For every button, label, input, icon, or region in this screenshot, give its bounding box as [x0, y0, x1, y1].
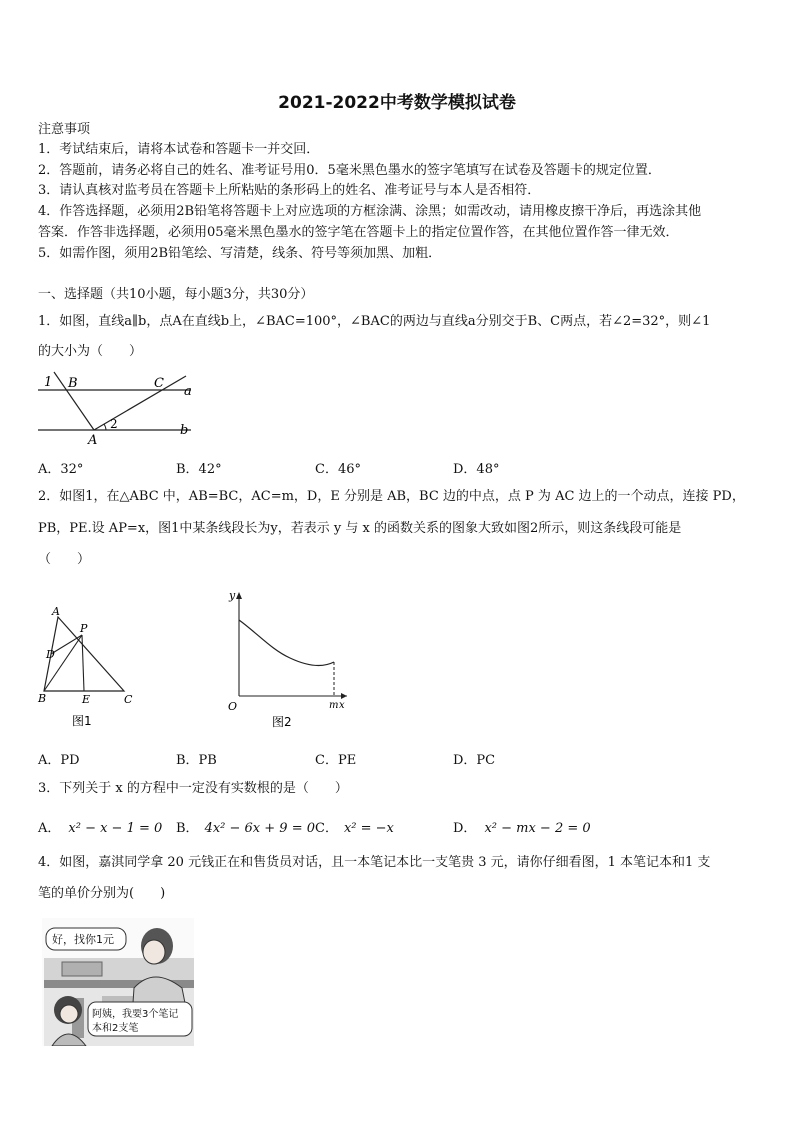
q4-stem: 笔的单价分别为( )	[38, 886, 166, 901]
q1-option-d: D．48°	[453, 462, 500, 477]
option-equation: x² − x − 1 = 0	[68, 821, 163, 836]
notice-line: 4．作答选择题，必须用2B铅笔将答题卡上对应选项的方框涂满、涂黑；如需改动，请用橡皮擦干净后，再选涂其他	[38, 204, 702, 219]
q3-option-c	[315, 817, 394, 836]
q3-option-d	[453, 817, 591, 836]
q1-option-b: B．42°	[176, 462, 222, 477]
speech-bubble-girl-line2: 本和2支笔	[92, 1023, 139, 1034]
q3-option-b	[176, 817, 315, 836]
label-B: B	[68, 376, 78, 391]
option-letter: C．	[315, 821, 338, 836]
page-title: 2021-2022中考数学模拟试卷	[278, 93, 516, 113]
q2-figure-2	[222, 588, 352, 728]
label-O: O	[228, 700, 238, 713]
figure-caption: 图2	[272, 715, 292, 728]
notice-line: 答案．作答非选择题，必须用05毫米黑色墨水的签字笔在答题卡上的指定位置作答，在其他位置作答一律无效．	[38, 225, 679, 240]
q2-stem: （ ）	[38, 552, 91, 567]
label-2: 2	[110, 417, 118, 431]
label-b: b	[180, 423, 189, 438]
label-B: B	[38, 692, 47, 705]
q1-option-a: A．32°	[38, 462, 84, 477]
q2-stem: 2．如图1，在△ABC 中，AB=BC，AC=m，D，E 分别是 AB，BC 边的中点，点 P 为 AC 边上的一个动点，连接 PD，	[38, 489, 745, 504]
q4-stem: 4．如图，嘉淇同学拿 20 元钱正在和售货员对话，且一本笔记本比一支笔贵 3 元，请你仔细看图，1 本笔记本和1 支	[38, 855, 711, 870]
speech-bubble-clerk: 好，找你1元	[52, 933, 114, 946]
label-C: C	[124, 693, 133, 706]
option-equation: 4x² − 6x + 9 = 0	[204, 821, 315, 836]
q2-figure-1	[36, 605, 146, 730]
label-E: E	[82, 693, 91, 706]
label-m: m	[329, 700, 339, 711]
option-equation: x² = −x	[343, 821, 394, 836]
label-a: a	[184, 384, 192, 399]
notice-heading: 注意事项	[38, 122, 91, 137]
label-A: A	[88, 433, 98, 448]
label-x: x	[339, 700, 345, 711]
notice-line: 5．如需作图，须用2B铅笔绘、写清楚，线条、符号等须加黑、加粗．	[38, 246, 442, 261]
label-1: 1	[44, 375, 53, 390]
figure-caption: 图1	[72, 714, 92, 728]
notice-line: 1．考试结束后，请将本试卷和答题卡一并交回．	[38, 142, 320, 157]
notice-line: 2．答题前，请务必将自己的姓名、准考证号用0．5毫米黑色墨水的签字笔填写在试卷及答题卡的规定位置．	[38, 163, 661, 178]
q2-option-a: A．PD	[38, 753, 80, 768]
q4-illustration	[42, 918, 194, 1046]
notice-line: 3．请认真核对监考员在答题卡上所粘贴的条形码上的姓名、准考证号与本人是否相符．	[38, 183, 541, 198]
label-C: C	[154, 376, 164, 391]
option-letter: D．	[453, 821, 477, 836]
label-y: y	[229, 589, 236, 602]
option-equation: x² − mx − 2 = 0	[484, 821, 591, 836]
q1-stem: 1．如图，直线a∥b，点A在直线b上，∠BAC=100°，∠BAC的两边与直线a分别交于B、C两点，若∠2=32°，则∠1	[38, 314, 711, 329]
q2-option-d: D．PC	[453, 753, 496, 768]
label-P: P	[80, 622, 88, 635]
q2-stem: PB，PE.设 AP=x，图1中某条线段长为y，若表示 y 与 x 的函数关系的图象大致如图2所示，则这条线段可能是	[38, 521, 682, 536]
q3-stem: 3．下列关于 x 的方程中一定没有实数根的是（ ）	[38, 781, 348, 796]
q1-figure	[36, 368, 201, 448]
q1-stem: 的大小为（ ）	[38, 344, 143, 359]
section-heading: 一、选择题（共10小题，每小题3分，共30分）	[38, 287, 314, 302]
label-A: A	[52, 605, 60, 618]
q2-option-c: C．PE	[315, 753, 357, 768]
label-D: D	[46, 648, 55, 661]
option-letter: B．	[176, 821, 199, 836]
q2-option-b: B．PB	[176, 753, 217, 768]
speech-bubble-girl-line1: 阿姨，我要3个笔记	[92, 1009, 179, 1020]
q3-option-a	[38, 817, 162, 836]
q1-option-c: C．46°	[315, 462, 361, 477]
option-letter: A．	[38, 821, 61, 836]
